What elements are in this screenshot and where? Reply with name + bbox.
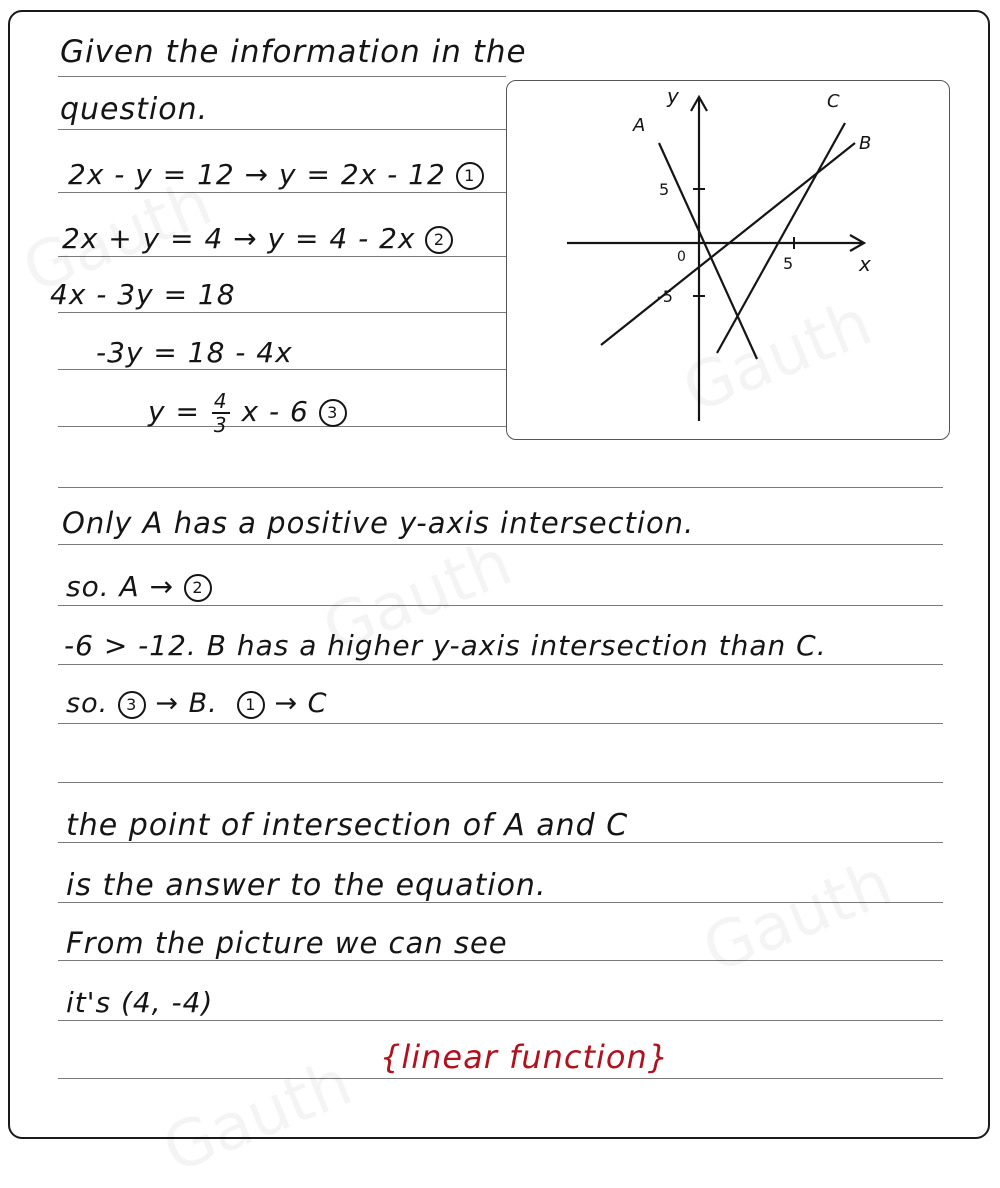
rule-line (58, 369, 506, 370)
line-given: Given the information in the (60, 34, 527, 70)
equation-1-tag: 1 (456, 162, 484, 190)
so-bc-pre: so. (66, 688, 109, 719)
note-sheet (8, 10, 990, 1139)
line-only-a: Only A has a positive y-axis intersection. (62, 506, 695, 540)
label-y: y (667, 84, 679, 108)
rule-line (58, 782, 943, 783)
equation-1 (68, 158, 484, 191)
so-a-tag: 2 (184, 574, 212, 602)
rule-line (58, 1078, 943, 1079)
equation-3-rhs: x - 6 (241, 395, 309, 428)
tick-label-y-neg5: -5 (657, 287, 673, 306)
rule-line (58, 664, 943, 665)
rule-line (58, 1020, 943, 1021)
rule-line (58, 723, 943, 724)
rule-line (58, 312, 506, 313)
tick-label-y-5: 5 (659, 180, 670, 199)
line-question: question. (60, 92, 209, 127)
line-result: it's (4, -4) (66, 986, 214, 1019)
tick-label-origin: 0 (677, 249, 686, 265)
so-a-text: so. A → (66, 570, 175, 603)
equation-2 (62, 222, 453, 255)
label-a: A (633, 115, 646, 136)
rule-line (58, 544, 943, 545)
equation-3-step: -3y = 18 - 4x (96, 336, 293, 369)
equation-3-fraction (212, 390, 230, 436)
footer-linear-function: {linear function} (380, 1038, 670, 1076)
so-bc-tag-3: 3 (118, 691, 146, 719)
equation-2-tag: 2 (425, 226, 453, 254)
line-answer: is the answer to the equation. (66, 868, 547, 903)
equation-3: 4x - 3y = 18 (50, 278, 236, 311)
graph-panel (506, 80, 950, 440)
fraction-denominator: 3 (213, 413, 228, 437)
line-so-bc (66, 688, 328, 719)
equation-2-text: 2x + y = 4 → y = 4 - 2x (62, 222, 416, 255)
so-bc-mid: → B. (155, 688, 218, 719)
label-x: x (859, 252, 871, 276)
line-compare: -6 > -12. B has a higher y-axis intersection than C. (64, 629, 827, 662)
equation-3-tag: 3 (319, 399, 347, 427)
equation-3-lhs: y = (148, 395, 200, 428)
graph-svg (507, 81, 949, 439)
tick-label-x-5: 5 (783, 254, 794, 273)
label-b: B (859, 133, 872, 154)
so-bc-post: → C (274, 688, 328, 719)
label-c: C (827, 91, 840, 112)
so-bc-tag-1: 1 (237, 691, 265, 719)
line-point-intersection: the point of intersection of A and C (66, 808, 629, 843)
rule-line (58, 256, 506, 257)
line-a (659, 143, 757, 359)
fraction-numerator: 4 (213, 389, 228, 413)
rule-line (58, 487, 943, 488)
line-so-a (66, 570, 212, 603)
rule-line (58, 960, 943, 961)
equation-1-text: 2x - y = 12 → y = 2x - 12 (68, 158, 446, 191)
rule-line (58, 192, 506, 193)
rule-line (58, 76, 506, 77)
rule-line (58, 605, 943, 606)
equation-3-solved (148, 390, 347, 436)
rule-line (58, 129, 506, 130)
line-picture: From the picture we can see (66, 926, 508, 960)
